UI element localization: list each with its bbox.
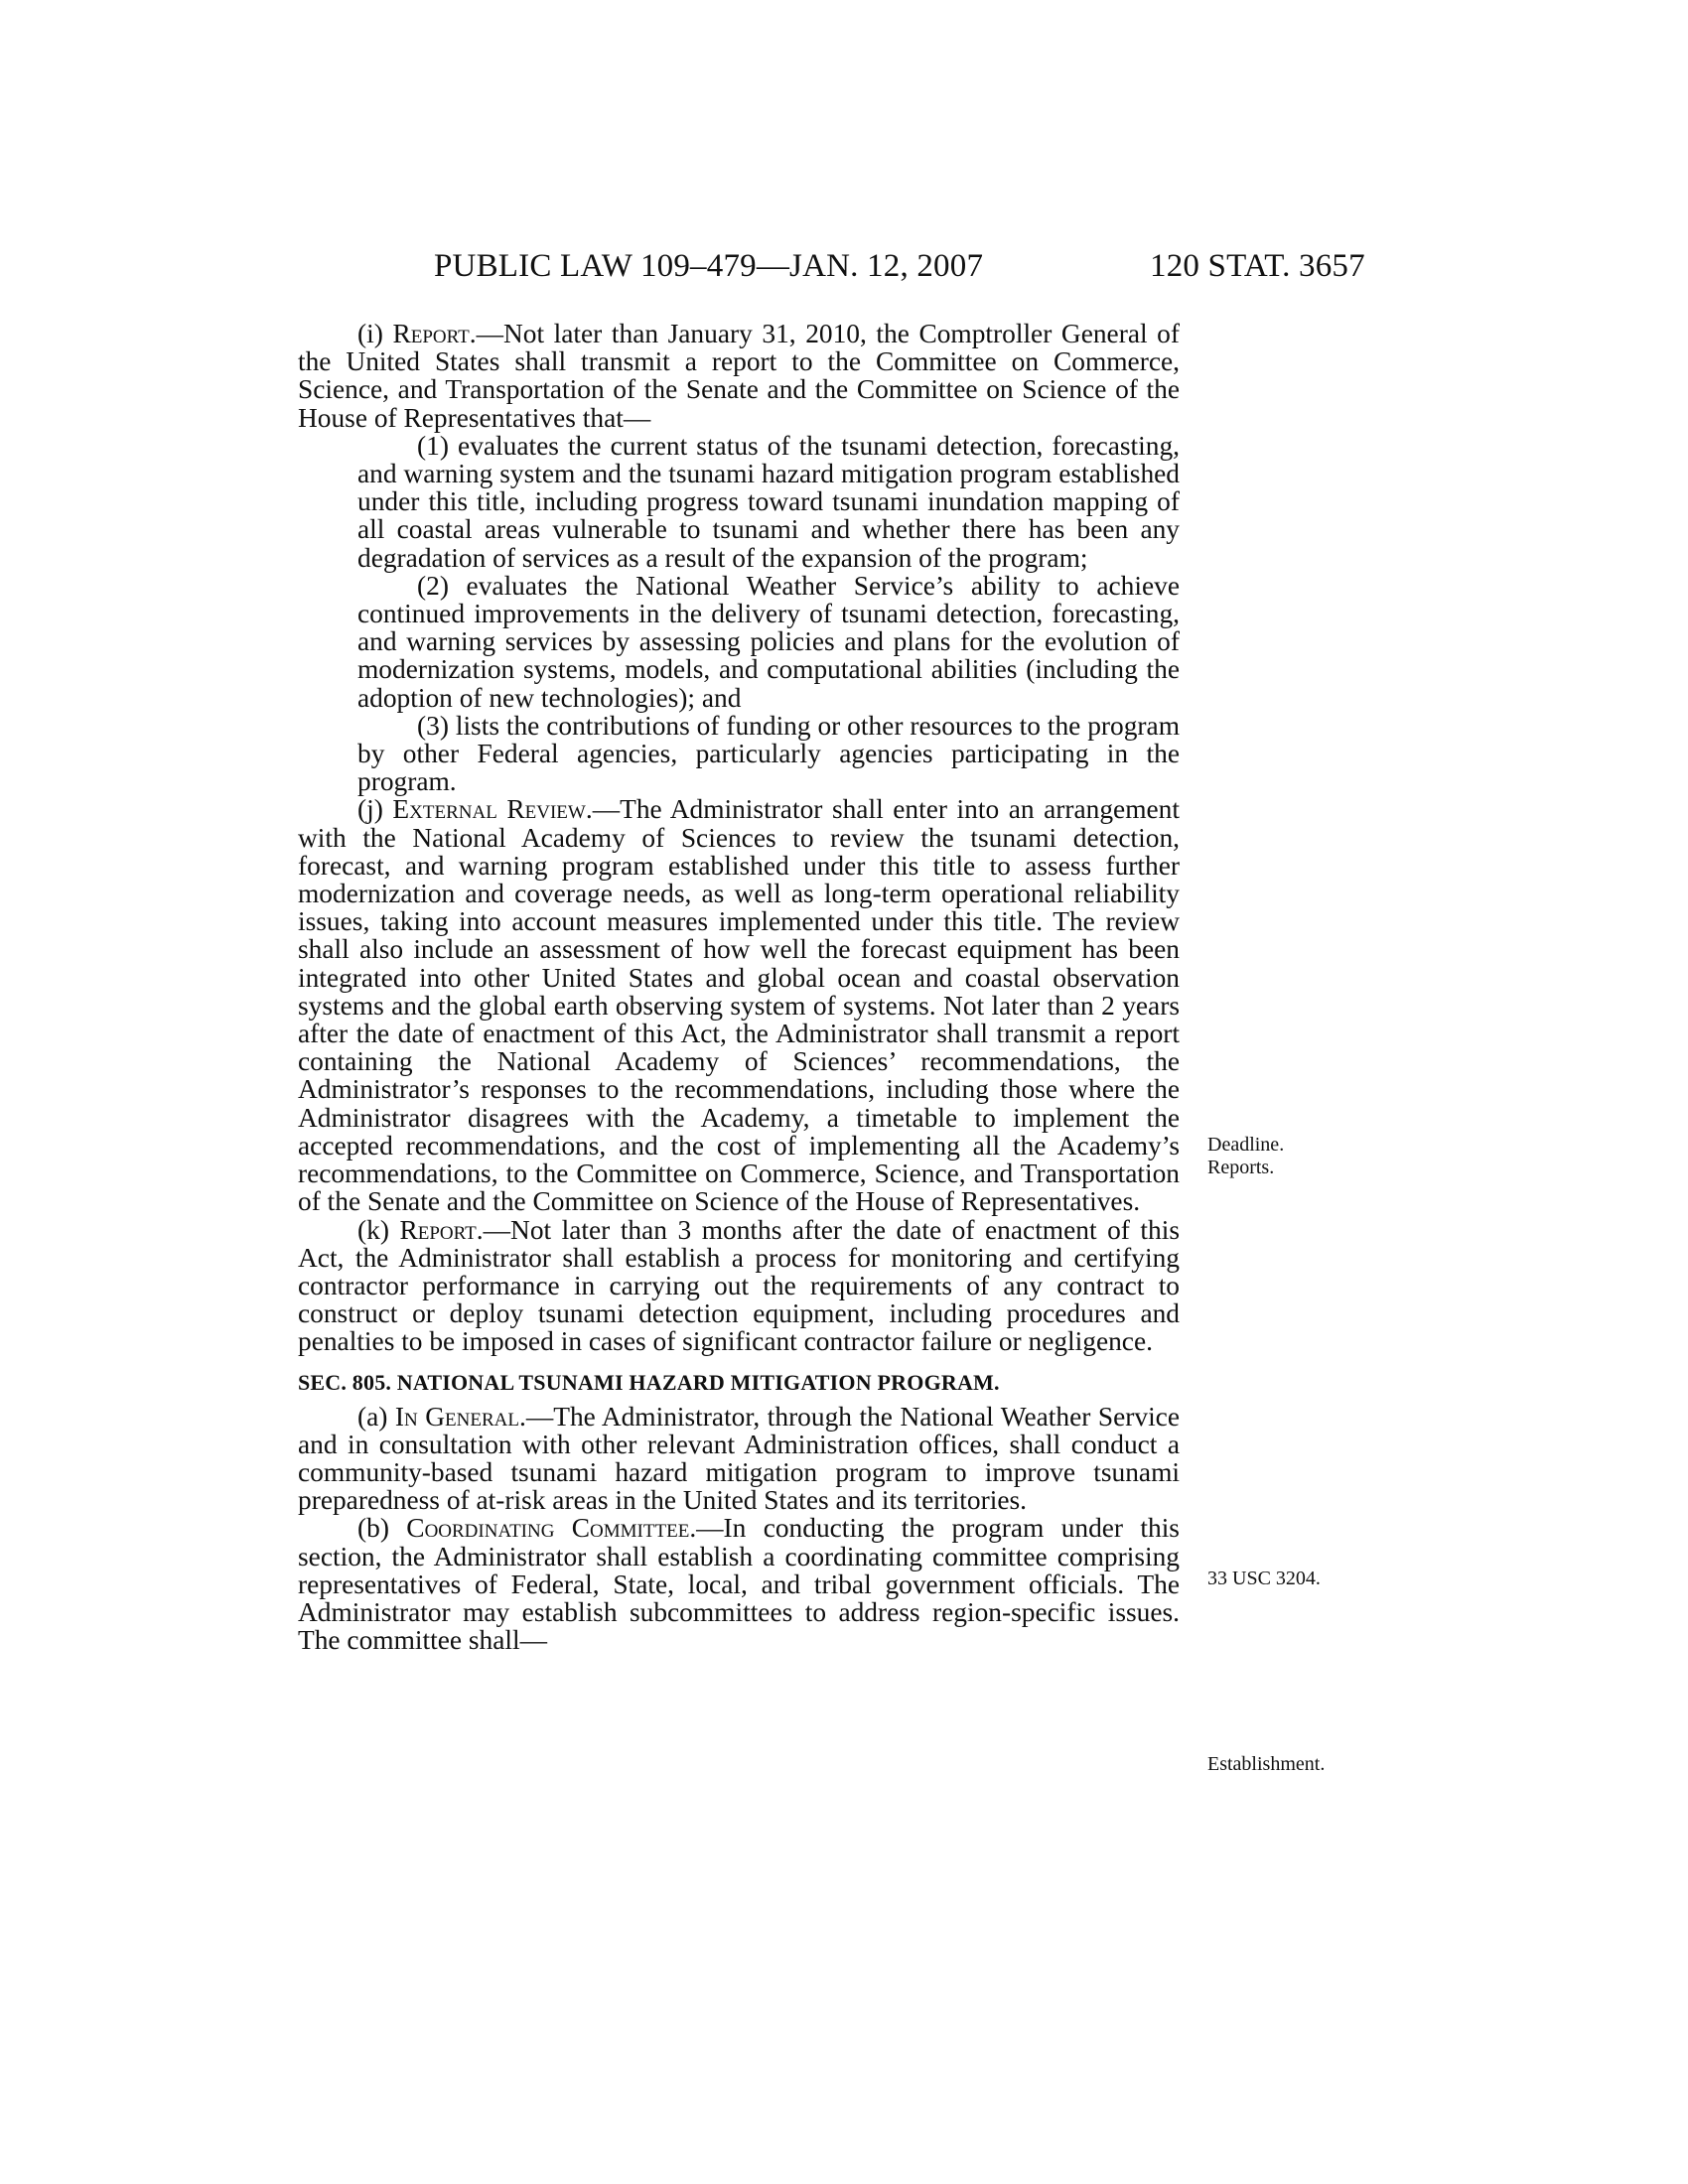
section-805-a-number: (a) (357, 1401, 388, 1432)
subsection-i-heading: Report (392, 319, 470, 348)
subsection-i-text: .—Not later than January 31, 2010, the Comptroller General of the United States shall transmit a report to the Committee on Commerce, Science, and Transportation of the Senate and the Committee on Science of the House of Representatives that— (298, 319, 1180, 433)
document-body (298, 320, 1180, 1654)
subsection-j-text: .—The Administrator shall enter into an arrangement with the National Academy of Sciences to review the tsunami detection, forecast, and warning program established under this title to assess further modernization and coverage needs, as well as long-term operational reliability issues, taking into account measures implemented under this title. The review shall also include an assessment of how well the forecast equipment has been integrated into other United States and global ocean and coastal observation systems and the global earth observing system of systems. Not later than 2 years after the date of enactment of this Act, the Administrator shall transmit a report containing the National Academy of Sciences’ recommendations, the Administrator’s responses to the recommendations, including those where the Administrator disagrees with the Academy, a timetable to implement the accepted recommendations, and the cost of implementing all the Academy’s recommendations, to the Committee on Commerce, Science, and Transportation of the Senate and the Committee on Science of the House of Representatives. (298, 794, 1180, 1217)
subsection-i-number: (i) (357, 319, 383, 348)
margin-note-deadline: Deadline. (1207, 1134, 1285, 1156)
margin-note-reports: Reports. (1207, 1157, 1275, 1178)
subsection-j-number: (j) (357, 794, 383, 825)
section-805-subsection-a (298, 1403, 1180, 1515)
section-805-b-number: (b) (357, 1513, 389, 1544)
subsection-k (298, 1216, 1180, 1356)
subsection-i-item-2: (2) evaluates the National Weather Service’s ability to achieve continued improvements in the delivery of tsunami detection, forecasting, and warning services by assessing policies and plans for the evolution of modernization systems, models, and computational abilities (including the adoption of new technologies); and (357, 570, 1180, 713)
subsection-k-heading: Report (399, 1214, 477, 1245)
subsection-j-heading: External Review (392, 794, 586, 825)
subsection-k-number: (k) (357, 1214, 389, 1245)
subsection-i (298, 320, 1180, 432)
running-header-page-number: 120 STAT. 3657 (1150, 248, 1365, 284)
section-805-a-heading: In General (394, 1401, 519, 1432)
margin-note-usc-citation: 33 USC 3204. (1207, 1568, 1321, 1589)
subsection-k-text: .—Not later than 3 months after the date of enactment of this Act, the Administrator shall establish a process for monitoring and certifying contractor performance in carrying out the requirements of any contract to construct or deploy tsunami detection equipment, including procedures and penalties to be imposed in cases of significant contractor failure or negligence. (298, 1214, 1180, 1357)
margin-note-establishment: Establishment. (1207, 1753, 1326, 1775)
subsection-i-item-1: (1) evaluates the current status of the tsunami detection, forecasting, and warning system and the tsunami hazard mitigation program established under this title, including progress toward tsunami inundation mapping of all coastal areas vulnerable to tsunami and whether there has been any degradation of services as a result of the expansion of the program; (357, 430, 1180, 573)
section-805-subsection-b (298, 1514, 1180, 1654)
running-header-title: PUBLIC LAW 109–479—JAN. 12, 2007 (434, 248, 984, 284)
subsection-j (298, 795, 1180, 1215)
section-805-title: SEC. 805. NATIONAL TSUNAMI HAZARD MITIGATION PROGRAM. (298, 1369, 1000, 1395)
section-805-b-heading: Coordinating Committee (406, 1513, 690, 1544)
section-805-b-text: .—In conducting the program under this section, the Administrator shall establish a coordinating committee comprising representatives of Federal, State, local, and tribal government officials. The Administrator may establish subcommittees to address region-specific issues. The committee shall— (298, 1513, 1180, 1656)
subsection-i-item-3: (3) lists the contributions of funding or other resources to the program by other Federal agencies, particularly agencies participating in the program. (357, 710, 1180, 797)
section-805-a-text: .—The Administrator, through the National Weather Service and in consultation with other relevant Administration offices, shall conduct a community-based tsunami hazard mitigation program to improve tsunami preparedness of at-risk areas in the United States and its territories. (298, 1401, 1180, 1516)
